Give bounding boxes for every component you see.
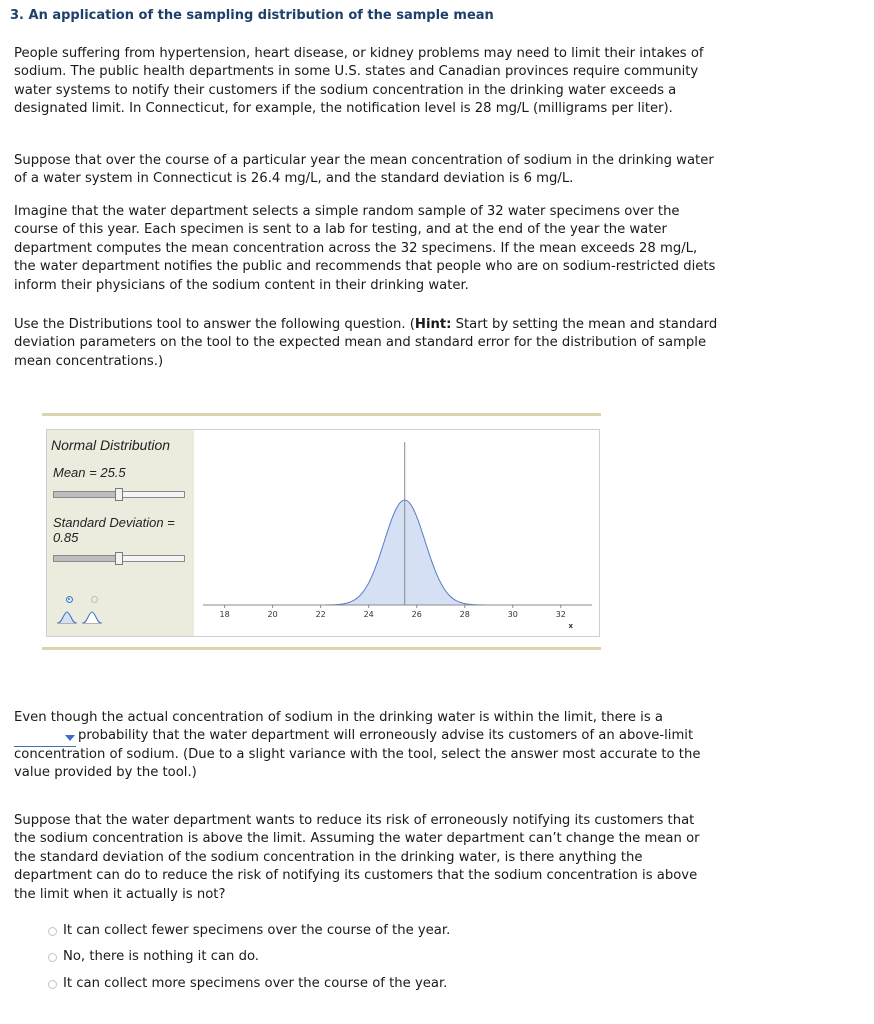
hint-label: Hint:	[414, 317, 452, 332]
mean-slider-thumb[interactable]	[115, 488, 123, 501]
two-curve-mode-icon[interactable]	[81, 610, 103, 624]
option-label: It can collect more specimens over the course of the year.	[63, 976, 448, 991]
option-radio[interactable]	[48, 980, 57, 989]
sd-label: Standard Deviation = 0.85	[53, 515, 175, 545]
mean-slider[interactable]	[53, 491, 185, 498]
sample-paragraph: Imagine that the water department selects a simple random sample of 32 water specimens over the course of this year. Each specimen is sent to a lab for testing, and at the end of the year the water department computes the mean concentration across the 32 specimens. If the mean exceeds 28 mg/L, the water department notifies the public and recommends that people who are on sodium-restricted diets inform their physicians of the sodium content in their drinking water.	[14, 204, 716, 293]
sd-slider-fill	[54, 556, 118, 561]
intro-paragraph: People suffering from hypertension, heart disease, or kidney problems may need to limit their intakes of sodium. The public health departments in some U.S. states and Canadian provinces require community water systems to notify their customers if the sodium concentration in the drinking water exceeds a designated limit. In Connecticut, for example, the notification level is 28 mg/L (milligrams per liter).	[14, 46, 704, 117]
distributions-tool	[46, 429, 600, 637]
page-title: 3. An application of the sampling distribution of the sample mean	[10, 8, 494, 23]
tool-top-divider	[42, 413, 601, 416]
option-radio[interactable]	[48, 927, 57, 936]
two-curve-radio[interactable]	[91, 596, 98, 603]
tool-title: Normal Distribution	[51, 437, 171, 453]
x-tick-label: 22	[315, 610, 326, 619]
tool-bottom-divider	[42, 647, 601, 650]
sd-slider-thumb[interactable]	[115, 552, 123, 565]
question-2-text: Suppose that the water department wants to reduce its risk of erroneously notifying its customers that the sodium concentration is above the limit. Assuming the water department can’t change the mean or the standard deviation of the sodium concentration in the drinking water, is there anything the department can do to reduce the risk of notifying its customers that the sodium concentration is above the limit when it actually is not?	[14, 813, 700, 902]
x-tick-label: 28	[459, 610, 470, 619]
population-paragraph: Suppose that over the course of a particular year the mean concentration of sodium in the drinking water of a water system in Connecticut is 26.4 mg/L, and the standard deviation is 6 mg/L.	[14, 153, 714, 187]
x-tick-label: 32	[555, 610, 566, 619]
x-tick-label: 24	[363, 610, 374, 619]
dropdown-arrow-icon	[65, 735, 75, 741]
x-tick-label: 18	[219, 610, 230, 619]
x-axis-label: x	[568, 622, 574, 630]
mean-slider-fill	[54, 492, 118, 497]
instructions-text-after: Start by setting the mean and standard deviation parameters on the tool to the expected mean and standard error for the distribution of sample mean concentrations.)	[14, 317, 718, 369]
option-label: No, there is nothing it can do.	[63, 949, 259, 964]
mean-label: Mean = 25.5	[53, 465, 126, 480]
probability-dropdown[interactable]	[14, 736, 76, 747]
x-tick-label: 20	[267, 610, 278, 619]
instructions-paragraph	[14, 316, 718, 371]
x-tick-label: 26	[411, 610, 422, 619]
option-radio[interactable]	[48, 953, 57, 962]
sd-slider[interactable]	[53, 555, 185, 562]
instructions-text-before: Use the Distributions tool to answer the following question. (	[14, 317, 415, 332]
normal-distribution-chart	[195, 430, 598, 636]
question-1-text-after: probability that the water department will erroneously advise its customers of an above-limit concentration of sodium. (Due to a slight variance with the tool, select the answer most accurate to the value provided by the tool.)	[14, 728, 701, 781]
question-1	[14, 709, 718, 783]
x-tick-label: 30	[507, 610, 518, 619]
question-1-text-before: Even though the actual concentration of sodium in the drinking water is within the limit, there is a	[14, 710, 663, 725]
tool-controls	[47, 430, 194, 636]
option-label: It can collect fewer specimens over the course of the year.	[63, 923, 451, 938]
single-curve-mode-icon[interactable]	[56, 610, 78, 624]
single-curve-radio[interactable]	[66, 596, 73, 603]
